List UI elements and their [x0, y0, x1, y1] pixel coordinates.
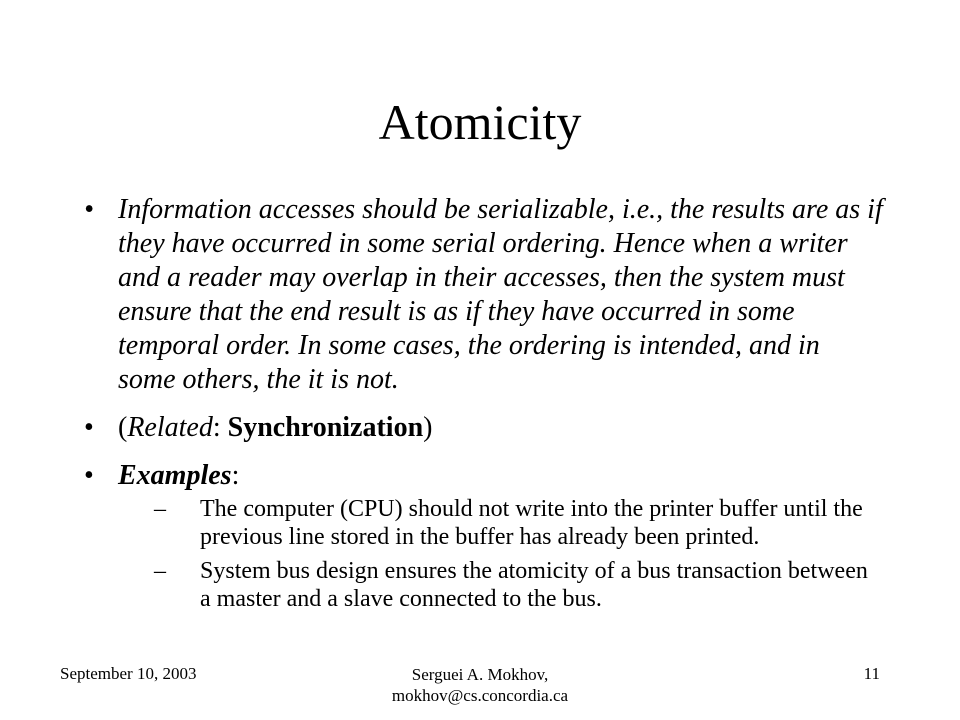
bullet-icon: • — [84, 194, 94, 225]
footer-page-number: 11 — [863, 664, 880, 683]
sub-item-text: System bus design ensures the atomicity of a bus transaction between a master and a slave connected to the bus. — [200, 558, 868, 612]
sub-item-example-2 — [154, 557, 884, 613]
footer-author — [330, 664, 630, 706]
dash-icon: – — [154, 496, 166, 522]
footer-author-email: mokhov@cs.concordia.ca — [391, 686, 569, 705]
bullet-icon: • — [84, 460, 94, 491]
slide-title: Atomicity — [378, 94, 582, 150]
bullet-icon: • — [84, 412, 94, 443]
sub-item-example-1 — [154, 495, 884, 551]
related-close-paren: ) — [423, 412, 433, 443]
footer-author-name: Serguei A. Mokhov, — [411, 665, 549, 684]
related-term: Synchronization — [227, 412, 424, 443]
examples-colon: : — [231, 460, 240, 491]
related-label: Related — [127, 412, 213, 443]
bullet-item-related — [84, 411, 884, 445]
sub-item-text: The computer (CPU) should not write into the printer buffer until the previous line stored in the buffer has already been printed. — [200, 496, 863, 550]
dash-icon: – — [154, 558, 166, 584]
bullet-item-definition — [84, 193, 884, 397]
bullet-text: Information accesses should be serializable, i.e., the results are as if they have occurred in some serial ordering. Hence when a writer and a reader may overlap in their accesses, then the system must ensure that the end result is as if they have occurred in some temporal order. In some cases, the ordering is intended, and in some others, the it is not. — [118, 194, 883, 395]
examples-label: Examples — [118, 460, 232, 491]
examples-sub-list — [118, 495, 884, 613]
footer-date: September 10, 2003 — [60, 664, 197, 683]
related-open-paren: ( — [118, 412, 128, 443]
related-colon: : — [212, 412, 228, 443]
bullet-list — [84, 193, 884, 627]
bullet-item-examples — [84, 459, 884, 613]
